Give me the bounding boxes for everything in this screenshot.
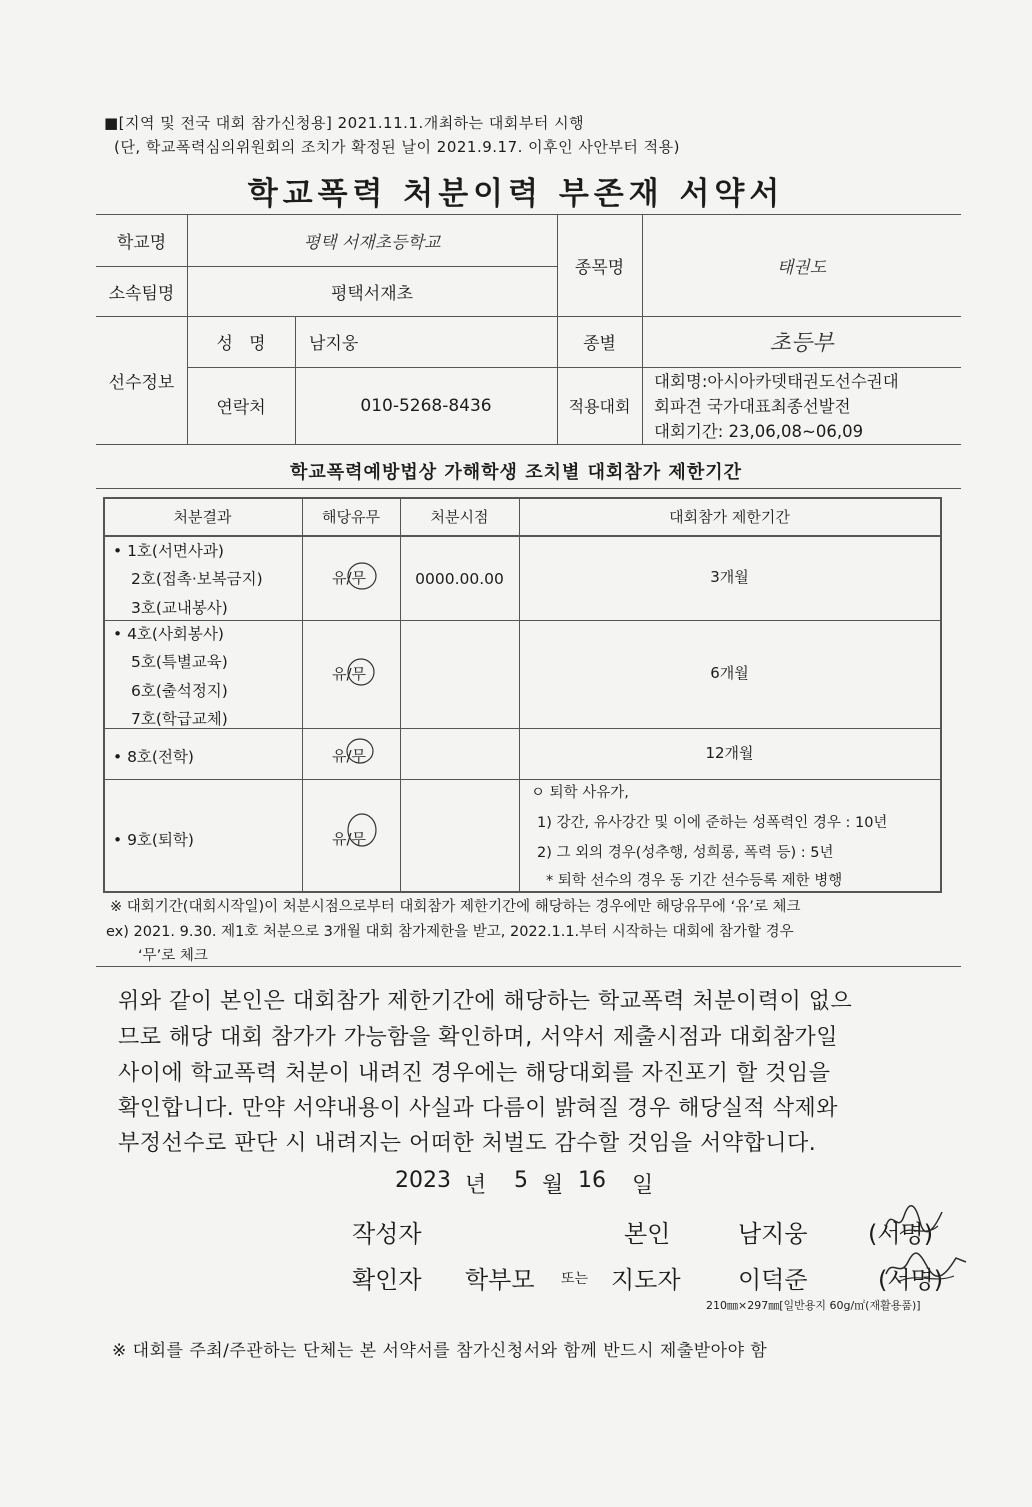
team-value: 평택서재초	[330, 283, 414, 304]
team-label: 소속팀명	[108, 283, 175, 304]
contact-value: 010-5268-8436	[360, 395, 492, 416]
grade-4: • 4호(사회봉사)	[113, 625, 224, 643]
yn-row-2-label: 유/무	[332, 665, 367, 683]
circle-mark-icon	[332, 663, 372, 693]
confirmer-or: 또는	[561, 1271, 589, 1287]
confirmer-name: 이덕준	[738, 1266, 808, 1294]
sport-label: 종목명	[574, 257, 625, 278]
school-value: 평택 서재초등학교	[303, 232, 441, 253]
writer-role: 본인	[624, 1220, 671, 1248]
contact-label: 연락처	[216, 398, 266, 418]
header-applicable: 해당유무	[322, 508, 380, 526]
writer-label: 작성자	[352, 1220, 422, 1248]
date-day: 16	[578, 1168, 606, 1193]
handwritten-signature-icon	[880, 1204, 950, 1242]
date-month-unit: 월	[542, 1173, 564, 1198]
name-label: 성 명	[216, 334, 266, 354]
confirmer-role-coach: 지도자	[611, 1266, 681, 1294]
yn-row-2[interactable]	[332, 663, 366, 684]
pledge-line-2: 므로 해당 대회 참가가 가능함을 확인하며, 서약서 제출시점과 대회참가일	[118, 1025, 839, 1050]
yn-row-3[interactable]	[332, 745, 366, 766]
pledge-line-5: 부정선수로 판단 시 내려지는 어떠한 처벌도 감수할 것임을 서약합니다.	[118, 1131, 817, 1156]
grade-3: 3호(교내봉사)	[131, 599, 228, 617]
confirmer-label: 확인자	[352, 1266, 422, 1294]
division-label: 종별	[583, 334, 616, 354]
date-row-1: 0000.00.00	[415, 569, 504, 588]
circle-mark-icon	[332, 828, 372, 858]
paper-spec: 210㎜×297㎜[일반용지 60g/㎡(재활용품)]	[706, 1299, 921, 1312]
grade-8: • 8호(전학)	[113, 748, 194, 766]
player-info-label: 선수정보	[108, 372, 175, 393]
grade-7: 7호(학급교체)	[131, 710, 228, 728]
note-2: ex) 2021. 9.30. 제1호 처분으로 3개월 대회 참가제한을 받고, 2022.1.1.부터 시작하는 대회에 참가할 경우	[106, 924, 794, 940]
expulsion-reason-note: * 퇴학 선수의 경우 동 기간 선수등록 제한 병행	[546, 873, 843, 889]
expulsion-reason-2: 2) 그 외의 경우(성추행, 성희롱, 폭력 등) : 5년	[537, 845, 834, 861]
pledge-line-4: 확인합니다. 만약 서약내용이 사실과 다름이 밝혀질 경우 해당실적 삭제와	[118, 1096, 839, 1121]
header-result: 처분결과	[173, 508, 232, 526]
notice-line-2: (단, 학교폭력심의위원회의 조치가 확정된 날이 2021.9.17. 이후인 사안부터 적용)	[114, 138, 680, 156]
pledge-line-1: 위와 같이 본인은 대회참가 제한기간에 해당하는 학교폭력 처분이력이 없으	[118, 989, 853, 1014]
writer-sign: (서명)	[868, 1220, 934, 1248]
note-1: ※ 대회기간(대회시작일)이 처분시점으로부터 대회참가 제한기간에 해당하는 경우에만 해당유무에 ‘유’로 체크	[110, 899, 801, 915]
expulsion-reason-1: 1) 강간, 유사강간 및 이에 준하는 성폭력인 경우 : 10년	[537, 815, 888, 831]
circle-mark-icon	[332, 745, 372, 775]
expulsion-reason-title: ㅇ 퇴학 사유가,	[531, 785, 629, 801]
footer-note: ※ 대회를 주최/주관하는 단체는 본 서약서를 참가신청서와 함께 반드시 제출받아야 함	[112, 1341, 768, 1361]
grade-1: • 1호(서면사과)	[113, 542, 224, 560]
competition-label: 적용대회	[568, 397, 631, 416]
date-month: 5	[514, 1168, 528, 1193]
grade-6: 6호(출석정지)	[131, 682, 228, 700]
header-period: 대회참가 제한기간	[669, 508, 790, 526]
limit-table-title: 학교폭력예방법상 가해학생 조치별 대회참가 제한기간	[290, 462, 742, 483]
period-row-2: 6개월	[710, 663, 749, 682]
yn-row-3-label: 유/무	[332, 747, 367, 765]
confirmer-role-parent: 학부모	[465, 1266, 535, 1294]
competition-name-line1: 대회명:아시아카뎃태권도선수권대	[654, 372, 899, 391]
grade-2: 2호(접촉·보복금지)	[131, 570, 263, 588]
header-date: 처분시점	[430, 508, 489, 526]
competition-info	[654, 369, 899, 444]
confirmer-sign: (서명)	[878, 1266, 944, 1294]
competition-period: 대회기간: 23,06,08~06,09	[654, 422, 864, 441]
page-title: 학교폭력 처분이력 부존재 서약서	[247, 176, 785, 212]
yn-row-4-label: 유/무	[332, 830, 367, 848]
yn-row-4[interactable]	[332, 828, 366, 849]
notice-line-1: ■[지역 및 전국 대회 참가신청용] 2021.11.1.개최하는 대회부터 시행	[104, 114, 585, 132]
period-row-1: 3개월	[710, 567, 749, 586]
yn-row-1[interactable]	[332, 567, 366, 588]
date-year-unit: 년	[465, 1173, 487, 1198]
name-value: 남지웅	[309, 334, 359, 354]
school-label: 학교명	[116, 232, 167, 253]
sport-value: 태권도	[776, 257, 827, 278]
handwritten-signature-icon	[882, 1248, 972, 1288]
yn-row-1-label: 유/무	[332, 569, 367, 587]
note-3: ‘무’로 체크	[138, 948, 208, 964]
date-year: 2023	[395, 1168, 451, 1193]
grade-5: 5호(특별교육)	[131, 653, 228, 671]
competition-name-line2: 회파견 국가대표최종선발전	[654, 397, 851, 416]
writer-name: 남지웅	[738, 1220, 808, 1248]
date-day-unit: 일	[632, 1173, 654, 1198]
circle-mark-icon	[332, 567, 372, 597]
period-row-3: 12개월	[705, 743, 754, 762]
division-value: 초등부	[769, 331, 834, 356]
grade-9: • 9호(퇴학)	[113, 831, 194, 849]
pledge-line-3: 사이에 학교폭력 처분이 내려진 경우에는 해당대회를 자진포기 할 것임을	[118, 1061, 831, 1086]
